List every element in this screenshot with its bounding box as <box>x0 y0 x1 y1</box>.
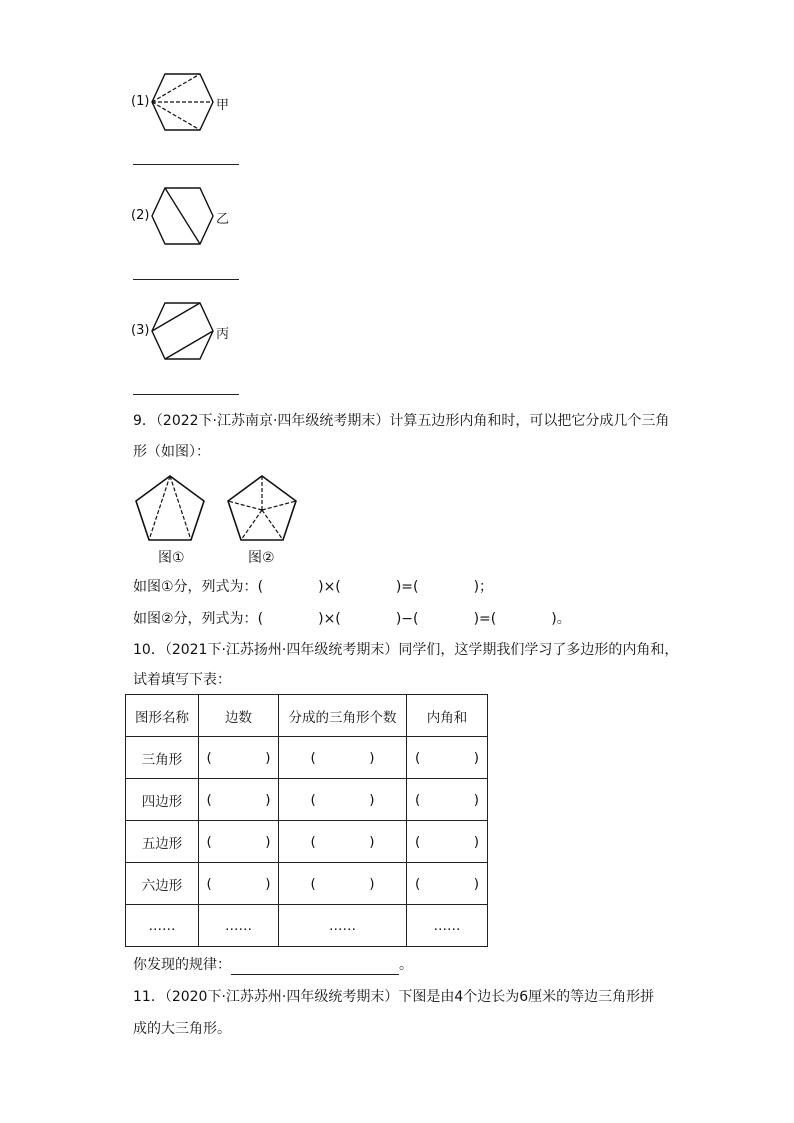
sides-blank[interactable]: ( ) <box>199 779 279 821</box>
q9-equation-1 <box>133 576 493 596</box>
table-row <box>126 779 488 821</box>
angle-sum-blank[interactable]: ( ) <box>407 863 488 905</box>
eq2-blank-3[interactable]: ( ) <box>413 611 480 627</box>
table-header-cell: 图形名称 <box>126 695 199 737</box>
ellipsis-cell: …… <box>407 905 488 947</box>
hexagon-3-figure <box>150 301 214 361</box>
eq1-blank-2[interactable]: ( ) <box>335 579 402 595</box>
q9-equation-2 <box>133 608 571 628</box>
rule-end: 。 <box>399 957 413 973</box>
eq1-end: ； <box>479 579 494 595</box>
eq2-blank-2[interactable]: ( ) <box>335 611 402 627</box>
times-sign: × <box>323 579 336 595</box>
row-shape-name: 三角形 <box>126 737 199 779</box>
sides-blank[interactable]: ( ) <box>199 737 279 779</box>
eq2-blank-1[interactable]: ( ) <box>257 611 324 627</box>
triangles-blank[interactable]: ( ) <box>279 737 407 779</box>
sides-blank[interactable]: ( ) <box>199 863 279 905</box>
row-shape-name: 四边形 <box>126 779 199 821</box>
table-header-row <box>126 695 488 737</box>
angle-sum-blank[interactable]: ( ) <box>407 779 488 821</box>
pentagon-figure-1-caption: 图① <box>158 550 185 566</box>
table-row <box>126 863 488 905</box>
eq2-blank-4[interactable]: ( ) <box>490 611 557 627</box>
ellipsis-cell: …… <box>126 905 199 947</box>
hexagon-1-index: (1) <box>131 94 150 109</box>
row-shape-name: 五边形 <box>126 821 199 863</box>
ellipsis-cell: …… <box>279 905 407 947</box>
answer-line-3[interactable] <box>133 394 239 395</box>
angle-sum-blank[interactable]: ( ) <box>407 737 488 779</box>
rule-answer-blank[interactable] <box>231 960 399 975</box>
hexagon-2-figure <box>150 186 214 246</box>
q9-text-line1: 9．（2022下·江苏南京·四年级统考期末）计算五边形内角和时，可以把它分成几个三角 <box>133 413 670 429</box>
polygon-angle-table <box>125 694 488 947</box>
rule-label: 你发现的规律： <box>133 957 231 973</box>
triangles-blank[interactable]: ( ) <box>279 779 407 821</box>
hexagon-2-name: 乙 <box>216 212 230 227</box>
equals-sign: = <box>479 611 491 627</box>
hexagon-2-index: (2) <box>131 208 150 223</box>
table-row <box>126 737 488 779</box>
ellipsis-cell: …… <box>199 905 279 947</box>
sides-blank[interactable]: ( ) <box>199 821 279 863</box>
table-header-cell: 边数 <box>199 695 279 737</box>
eq2-end: 。 <box>556 611 571 627</box>
pentagon-figure-1 <box>133 474 207 542</box>
q9-text-line2: 形（如图）： <box>133 444 210 460</box>
answer-line-2[interactable] <box>133 279 239 280</box>
times-sign: × <box>323 611 336 627</box>
pentagon-figure-2-caption: 图② <box>248 550 275 566</box>
q10-text-line2: 试着填写下表： <box>133 672 231 688</box>
row-shape-name: 六边形 <box>126 863 199 905</box>
table-row-ellipsis <box>126 905 488 947</box>
hexagon-3-name: 丙 <box>216 327 230 342</box>
triangles-blank[interactable]: ( ) <box>279 863 407 905</box>
angle-sum-blank[interactable]: ( ) <box>407 821 488 863</box>
triangles-blank[interactable]: ( ) <box>279 821 407 863</box>
eq1-prefix: 如图①分，列式为： <box>133 579 258 595</box>
q11-text-line1: 11．（2020下·江苏苏州·四年级统考期末）下图是由4个边长为6厘米的等边三角形拼 <box>133 989 655 1005</box>
hexagon-1-figure <box>150 72 214 132</box>
table-header-cell: 内角和 <box>407 695 488 737</box>
eq2-prefix: 如图②分，列式为： <box>133 611 258 627</box>
hexagon-1-name: 甲 <box>216 98 230 113</box>
hexagon-3-index: (3) <box>131 323 150 338</box>
equals-sign: = <box>401 579 414 595</box>
q10-text-line1: 10．（2021下·江苏扬州·四年级统考期末）同学们，这学期我们学习了多边形的内角和， <box>133 642 679 658</box>
answer-line-1[interactable] <box>133 164 239 165</box>
minus-sign: − <box>401 611 414 627</box>
eq1-blank-1[interactable]: ( ) <box>257 579 324 595</box>
table-header-cell: 分成的三角形个数 <box>279 695 407 737</box>
q10-rule-line <box>133 955 413 975</box>
table-row <box>126 821 488 863</box>
eq1-blank-3[interactable]: ( ) <box>413 579 480 595</box>
pentagon-figure-2 <box>225 474 299 542</box>
q11-text-line2: 成的大三角形。 <box>133 1021 231 1037</box>
